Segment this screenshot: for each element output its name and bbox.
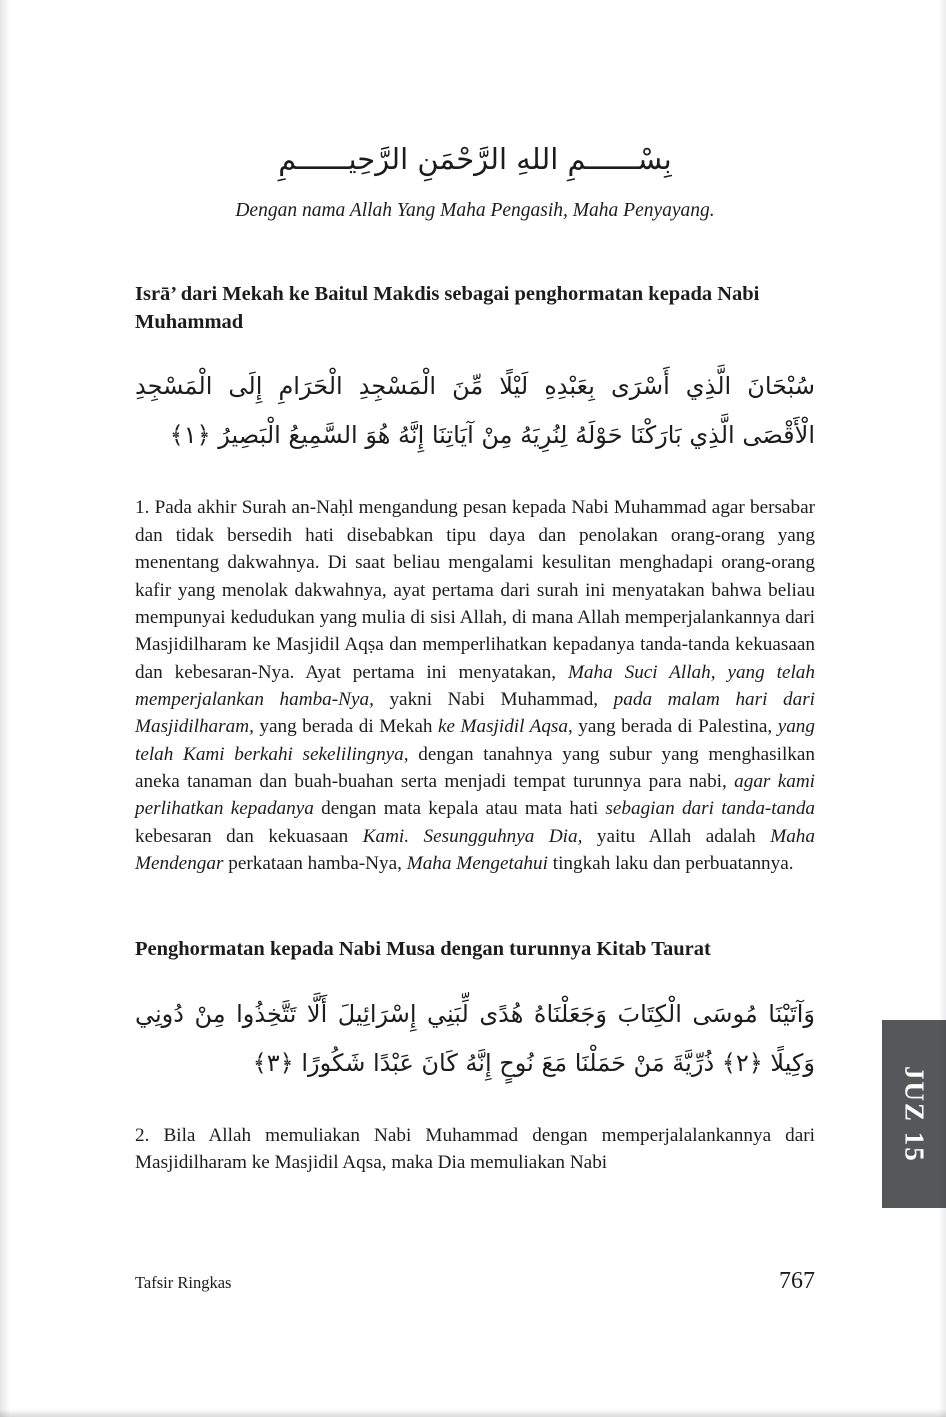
book-title: Tafsir Ringkas (135, 1273, 232, 1292)
section-heading: Penghormatan kepada Nabi Musa dengan turunnya Kitab Taurat (135, 938, 711, 961)
juz-tab: JUZ 15 (882, 1020, 946, 1208)
page-number: 767 (779, 1268, 815, 1294)
bismillah-calligraphy: بِسْــــــمِ اللهِ الرَّحْمَنِ الرَّحِيــــــمِ (278, 142, 672, 176)
section-heading: Isrā’ dari Mekah ke Baitul Makdis sebagai penghormatan kepada Nabi Muhammad (135, 282, 760, 333)
tafsir-paragraph: 1. Pada akhir Surah an-Naḥl mengandung pesan kepada Nabi Muhammad agar bersabar dan tidak bersedih hati disebabkan tipu daya dan penolakan orang-orang yang menentang dakwahnya. Di saat beliau mengalami kesulitan menghadapi orang-orang kafir yang menolak dakwahnya, ayat pertama dari surah ini menyatakan bahwa beliau mempunyai kedudukan yang mulia di sisi Allah, di mana Allah memperjalankannya dari Masjidilharam ke Masjidil Aqṣa dan memperlihatkan kepadanya tanda-tanda kekuasaan dan kebesaran-Nya. Ayat pertama ini menyatakan, Maha Suci Allah, yang telah memperjalankan hamba-Nya, yakni Nabi Muhammad, pada malam hari dari Masjidilharam, yang berada di Mekah ke Masjidil Aqsa, yang berada di Palestina, yang telah Kami berkahi sekelilingnya, dengan tanahnya yang subur yang menghasilkan aneka tanaman dan buah-buahan serta menjadi tempat turunnya para nabi, agar kami perlihatkan kepadanya dengan mata kepala atau mata hati sebagian dari tanda-tanda kebesaran dan kekuasaan Kami. Sesungguhnya Dia, yaitu Allah adalah Maha Mendengar perkataan hamba-Nya, Maha Mengetahui tingkah laku dan perbuatannya. (135, 497, 816, 875)
arabic-verse: سُبْحَانَ الَّذِي أَسْرَى بِعَبْدِهِ لَيْلًا مِّنَ الْمَسْجِدِ الْحَرَامِ إِلَى الْمَسْجِدِ الْأَقْصَى الَّذِي بَارَكْنَا حَوْلَهُ لِنُرِيَهُ مِنْ آيَاتِنَا إِنَّهُ هُوَ السَّمِيعُ الْبَصِيرُ ﴿١﴾ (135, 372, 815, 450)
tafsir-paragraph: 2. Bila Allah memuliakan Nabi Muhammad dengan memperjalalankannya dari Masjidilharam ke Masjidil Aqsa, maka Dia memuliakan Nabi (135, 1125, 815, 1174)
section-musa (135, 935, 815, 1176)
arabic-verse: وَآتَيْنَا مُوسَى الْكِتَابَ وَجَعَلْنَاهُ هُدًى لِّبَنِي إِسْرَائِيلَ أَلَّا تَتَّخِذُوا مِنْ دُونِي وَكِيلًا ﴿٢﴾ ذُرِّيَّةَ مَنْ حَمَلْنَا مَعَ نُوحٍ إِنَّهُ كَانَ عَبْدًا شَكُورًا ﴿٣﴾ (135, 999, 815, 1077)
bismillah-translation: Dengan nama Allah Yang Maha Pengasih, Maha Penyayang. (235, 199, 715, 221)
page-footer (135, 1268, 815, 1295)
section-isra (135, 280, 815, 878)
